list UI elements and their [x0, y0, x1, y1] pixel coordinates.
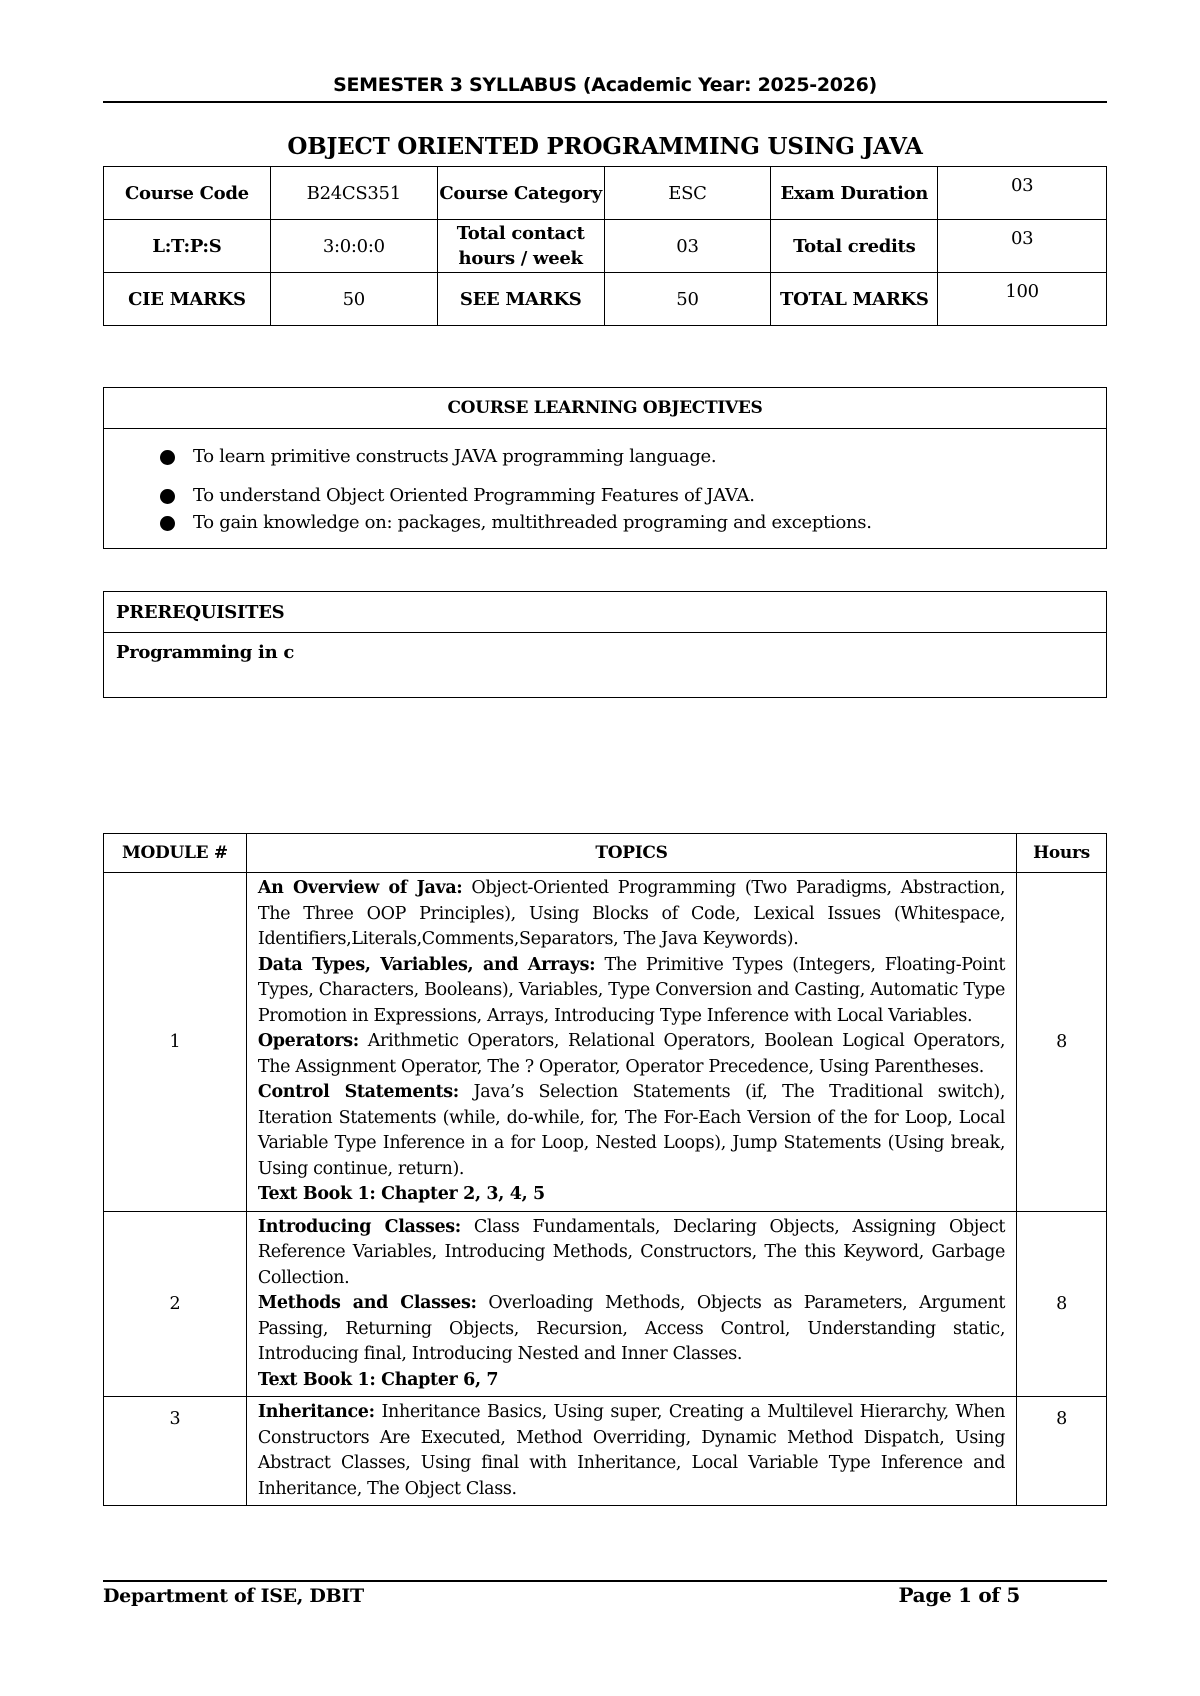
course-info-table: [103, 166, 1107, 326]
module-hours: 8: [1017, 1397, 1107, 1506]
header-rule: [103, 101, 1107, 103]
topic-section: An Overview of Java: Object-Oriented Programming (Two Paradigms, Abstraction, The Three OOP Principles), Using Blocks of Code, Lexical Issues (Whitespace, Identifiers,Literals,Comments,Separators, The Java Keywords).: [257, 878, 1006, 949]
textbook-reference: Text Book 1: Chapter 6, 7: [257, 1369, 499, 1390]
module-number: 1: [104, 873, 247, 1212]
module-column-header: MODULE #: [104, 834, 247, 873]
cie-marks-label: CIE MARKS: [104, 273, 271, 326]
info-row: [104, 167, 1107, 220]
ltps-label: L:T:P:S: [104, 220, 271, 273]
info-row: [104, 220, 1107, 273]
module-number: 3: [104, 1397, 247, 1506]
total-marks-label: TOTAL MARKS: [771, 273, 938, 326]
contact-hours-label: Total contact hours / week: [437, 220, 604, 273]
page-header: SEMESTER 3 SYLLABUS (Academic Year: 2025-2026): [333, 74, 877, 96]
footer-rule: [103, 1580, 1107, 1582]
prerequisites-heading: PREREQUISITES: [104, 592, 1107, 633]
topic-section: Inheritance: Inheritance Basics, Using super, Creating a Multilevel Hierarchy, When Constructors Are Executed, Method Overriding, Dynamic Method Dispatch, Using Abstract Classes, Using final with Inheritance, Local Variable Type Inference and Inheritance, The Object Class.: [257, 1402, 1006, 1499]
topic-section: Methods and Classes: Overloading Methods, Objects as Parameters, Argument Passing, Returning Objects, Recursion, Access Control, Understanding static, Introducing final, Introducing Nested and Inner Classes.: [257, 1293, 1006, 1364]
objective-item: To gain knowledge on: packages, multithreaded programing and exceptions.: [160, 509, 1106, 536]
cie-marks-value: 50: [270, 273, 437, 326]
objective-item: To learn primitive constructs JAVA programming language.: [160, 443, 1106, 470]
objectives-list: [160, 443, 1106, 536]
module-hours: 8: [1017, 873, 1107, 1212]
module-row: [104, 873, 1107, 1212]
course-title: OBJECT ORIENTED PROGRAMMING USING JAVA: [287, 133, 923, 160]
footer-page-number: Page 1 of 5: [898, 1583, 1020, 1607]
see-marks-value: 50: [604, 273, 771, 326]
module-number: 2: [104, 1211, 247, 1397]
bullet-icon: [160, 516, 175, 531]
textbook-reference: Text Book 1: Chapter 2, 3, 4, 5: [257, 1184, 545, 1204]
info-row: [104, 273, 1107, 326]
topics-column-header: TOPICS: [246, 834, 1016, 873]
prerequisites-table: [103, 591, 1107, 698]
total-credits-value: 03: [938, 220, 1107, 273]
bullet-icon: [160, 489, 175, 504]
module-hours: 8: [1017, 1211, 1107, 1397]
objectives-heading: COURSE LEARNING OBJECTIVES: [104, 388, 1107, 429]
ltps-value: 3:0:0:0: [270, 220, 437, 273]
hours-column-header: Hours: [1017, 834, 1107, 873]
exam-duration-value: 03: [938, 167, 1107, 220]
module-topics: [246, 1397, 1016, 1506]
topic-section: Introducing Classes: Class Fundamentals, Declaring Objects, Assigning Object Reference Variables, Introducing Methods, Constructors, The this Keyword, Garbage Collection.: [257, 1216, 1006, 1288]
course-code-label: Course Code: [104, 167, 271, 220]
objective-item: To understand Object Oriented Programming Features of JAVA.: [160, 482, 1106, 509]
total-marks-value: 100: [938, 273, 1107, 326]
prerequisites-value: Programming in c: [104, 633, 1107, 698]
footer-department: Department of ISE, DBIT: [103, 1585, 364, 1607]
module-row: [104, 1211, 1107, 1397]
exam-duration-label: Exam Duration: [771, 167, 938, 220]
bullet-icon: [160, 450, 175, 465]
objectives-body: [104, 429, 1107, 549]
topic-section: Data Types, Variables, and Arrays: The Primitive Types (Integers, Floating-Point Types, Characters, Booleans), Variables, Type Conversion and Casting, Automatic Type Promotion in Expressions, Arrays, Introducing Type Inference with Local Variables.: [257, 954, 1006, 1026]
course-category-value: ESC: [604, 167, 771, 220]
modules-table: [103, 833, 1107, 1506]
course-code-value: B24CS351: [270, 167, 437, 220]
objectives-table: [103, 387, 1107, 549]
contact-hours-value: 03: [604, 220, 771, 273]
module-topics: [246, 1211, 1016, 1397]
total-credits-label: Total credits: [771, 220, 938, 273]
see-marks-label: SEE MARKS: [437, 273, 604, 326]
module-topics: [246, 873, 1016, 1212]
topic-section: Control Statements: Java’s Selection Statements (if, The Traditional switch), Iteration Statements (while, do-while, for, The For-Each Version of the for Loop, Local Variable Type Inference in a for Loop, Nested Loops), Jump Statements (Using break, Using continue, return).: [257, 1082, 1006, 1179]
course-category-label: Course Category: [437, 167, 604, 220]
module-row: [104, 1397, 1107, 1506]
topic-section: Operators: Arithmetic Operators, Relational Operators, Boolean Logical Operators, The Assignment Operator, The ? Operator, Operator Precedence, Using Parentheses.: [257, 1031, 1006, 1077]
